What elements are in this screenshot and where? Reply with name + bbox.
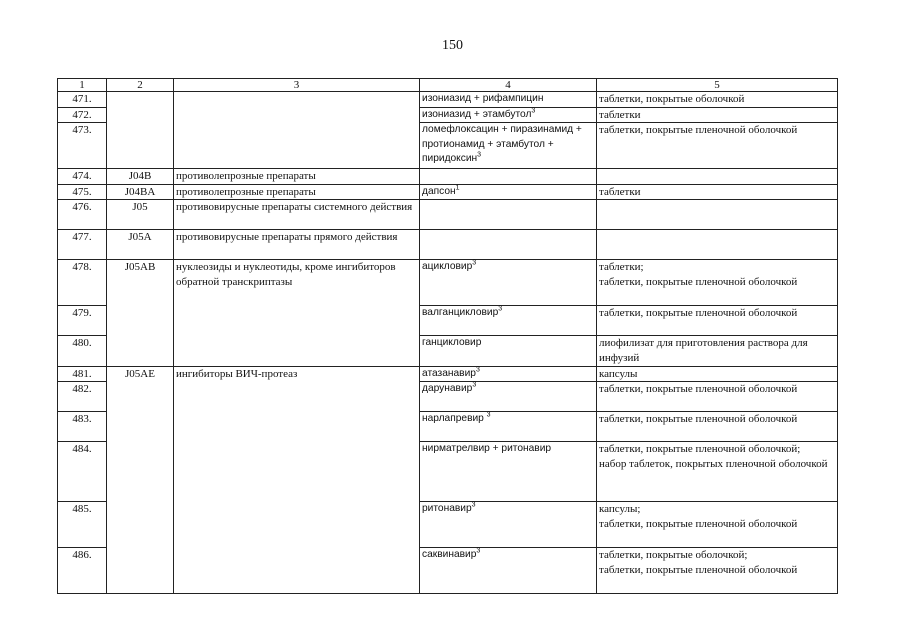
- pharmacological-group: нуклеозиды и нуклеотиды, кроме ингибиторов обратной транскриптазы: [174, 260, 420, 306]
- pharmacological-group: [174, 107, 420, 123]
- drug-name: нирматрелвир + ритонавир: [422, 443, 552, 455]
- header-col-1: 1: [58, 79, 107, 92]
- footnote-marker: 3: [498, 305, 503, 313]
- dosage-form-cell: [597, 442, 838, 502]
- dosage-form-cell: [597, 123, 838, 169]
- table-row: [58, 92, 838, 108]
- footnote-marker: 3: [472, 259, 477, 267]
- pharmacological-group: [174, 412, 420, 442]
- dosage-form: таблетки, покрытые пленочной оболочкой: [599, 124, 798, 137]
- pharmacological-group: противолепрозные препараты: [174, 184, 420, 200]
- atc-code: [107, 502, 174, 548]
- dosage-form: таблетки;: [599, 261, 644, 274]
- drug-name: саквинавир: [422, 549, 477, 561]
- table-row: [58, 107, 838, 123]
- table-row: [58, 442, 838, 502]
- row-number: 471.: [58, 92, 107, 108]
- header-col-2: 2: [107, 79, 174, 92]
- row-number: 484.: [58, 442, 107, 502]
- atc-code: J05A: [107, 230, 174, 260]
- footnote-marker: 3: [477, 151, 482, 159]
- footnote-marker: 3: [475, 366, 480, 374]
- dosage-form: таблетки, покрытые оболочкой;: [599, 549, 748, 562]
- dosage-form: таблетки, покрытые оболочкой: [599, 93, 745, 105]
- row-number: 472.: [58, 107, 107, 123]
- drug-name: ломефлоксацин + пиразинамид + протионамид + этамбутол + пиридоксин: [422, 124, 582, 165]
- atc-code: [107, 336, 174, 366]
- pharmacological-group: [174, 502, 420, 548]
- drug-name-cell: [420, 502, 597, 548]
- atc-code: J05AB: [107, 260, 174, 306]
- footnote-marker: 3: [471, 501, 476, 509]
- table-row: [58, 169, 838, 185]
- pharmacological-group: [174, 442, 420, 502]
- atc-code: J04B: [107, 169, 174, 185]
- drug-list-table: [57, 78, 838, 594]
- pharmacological-group: ингибиторы ВИЧ-протеаз: [174, 366, 420, 382]
- pharmacological-group: [174, 382, 420, 412]
- table-row: [58, 366, 838, 382]
- dosage-form-cell: [597, 200, 838, 230]
- dosage-form-cell: [597, 184, 838, 200]
- footnote-marker: 3: [531, 107, 536, 115]
- drug-name-cell: [420, 92, 597, 108]
- dosage-form: таблетки, покрытые пленочной оболочкой;: [599, 443, 801, 456]
- dosage-form: таблетки, покрытые пленочной оболочкой: [599, 307, 798, 320]
- dosage-form-cell: [597, 92, 838, 108]
- drug-name: дапсон: [422, 185, 456, 197]
- drug-name-cell: [420, 336, 597, 366]
- drug-name: нарлапревир: [422, 413, 487, 425]
- drug-name-cell: [420, 306, 597, 336]
- drug-name-cell: [420, 169, 597, 185]
- row-number: 480.: [58, 336, 107, 366]
- drug-name: ритонавир: [422, 503, 472, 515]
- pharmacological-group: [174, 336, 420, 366]
- footnote-marker: 3: [476, 547, 481, 555]
- row-number: 483.: [58, 412, 107, 442]
- atc-code: [107, 442, 174, 502]
- atc-code: J05AE: [107, 366, 174, 382]
- drug-name-cell: [420, 200, 597, 230]
- dosage-form: лиофилизат для приготовления раствора для инфузий: [599, 337, 808, 364]
- drug-name-cell: [420, 442, 597, 502]
- table-row: [58, 200, 838, 230]
- atc-code: [107, 548, 174, 594]
- drug-name-cell: [420, 184, 597, 200]
- footnote-marker: 3: [486, 411, 491, 419]
- row-number: 482.: [58, 382, 107, 412]
- drug-name: дарунавир: [422, 383, 473, 395]
- atc-code: [107, 123, 174, 169]
- row-number: 478.: [58, 260, 107, 306]
- dosage-form: капсулы;: [599, 503, 641, 516]
- drug-name-cell: [420, 260, 597, 306]
- footnote-marker: 1: [455, 184, 460, 192]
- dosage-form-cell: [597, 336, 838, 366]
- dosage-form-cell: [597, 502, 838, 548]
- dosage-form-cell: [597, 230, 838, 260]
- drug-name-cell: [420, 366, 597, 382]
- table-row: [58, 336, 838, 366]
- footnote-marker: 3: [472, 381, 477, 389]
- drug-name: ацикловир: [422, 261, 473, 273]
- row-number: 473.: [58, 123, 107, 169]
- pharmacological-group: [174, 306, 420, 336]
- table-row: [58, 184, 838, 200]
- pharmacological-group: [174, 123, 420, 169]
- row-number: 477.: [58, 230, 107, 260]
- dosage-form: таблетки, покрытые пленочной оболочкой: [599, 383, 798, 396]
- table-row: [58, 412, 838, 442]
- atc-code: [107, 412, 174, 442]
- dosage-form: капсулы: [599, 367, 638, 380]
- drug-name: изониазид + рифампицин: [422, 93, 544, 104]
- dosage-form-cell: [597, 306, 838, 336]
- row-number: 481.: [58, 366, 107, 382]
- drug-name: атазанавир: [422, 367, 476, 379]
- pharmacological-group: [174, 92, 420, 108]
- row-number: 476.: [58, 200, 107, 230]
- table-row: [58, 230, 838, 260]
- drug-name: изониазид + этамбутол: [422, 108, 532, 120]
- dosage-form: таблетки, покрытые пленочной оболочкой: [599, 413, 798, 426]
- row-number: 474.: [58, 169, 107, 185]
- dosage-form: набор таблеток, покрытых пленочной оболочкой: [599, 457, 828, 470]
- dosage-form: таблетки: [599, 108, 641, 121]
- atc-code: J05: [107, 200, 174, 230]
- row-number: 475.: [58, 184, 107, 200]
- header-col-4: 4: [420, 79, 597, 92]
- row-number: 479.: [58, 306, 107, 336]
- dosage-form-cell: [597, 366, 838, 382]
- table-row: [58, 548, 838, 594]
- table-row: [58, 502, 838, 548]
- pharmacological-group: [174, 548, 420, 594]
- pharmacological-group: противовирусные препараты прямого действия: [174, 230, 420, 260]
- drug-name-cell: [420, 107, 597, 123]
- table-row: [58, 260, 838, 306]
- atc-code: J04BA: [107, 184, 174, 200]
- dosage-form: таблетки, покрытые пленочной оболочкой: [599, 517, 798, 530]
- table-row: [58, 123, 838, 169]
- table-header-row: [58, 79, 838, 92]
- dosage-form: таблетки, покрытые пленочной оболочкой: [599, 563, 798, 576]
- dosage-form-cell: [597, 412, 838, 442]
- table-row: [58, 306, 838, 336]
- drug-name-cell: [420, 382, 597, 412]
- pharmacological-group: противолепрозные препараты: [174, 169, 420, 185]
- page-number: 150: [442, 38, 463, 53]
- row-number: 486.: [58, 548, 107, 594]
- table-row: [58, 382, 838, 412]
- drug-name: валганцикловир: [422, 307, 499, 319]
- atc-code: [107, 382, 174, 412]
- dosage-form-cell: [597, 107, 838, 123]
- header-col-5: 5: [597, 79, 838, 92]
- dosage-form-cell: [597, 169, 838, 185]
- atc-code: [107, 306, 174, 336]
- header-col-3: 3: [174, 79, 420, 92]
- dosage-form-cell: [597, 382, 838, 412]
- atc-code: [107, 107, 174, 123]
- dosage-form-cell: [597, 548, 838, 594]
- dosage-form: таблетки: [599, 185, 641, 198]
- drug-name-cell: [420, 123, 597, 169]
- drug-name: ганцикловир: [422, 337, 482, 349]
- pharmacological-group: противовирусные препараты системного действия: [174, 200, 420, 230]
- dosage-form: таблетки, покрытые пленочной оболочкой: [599, 275, 798, 288]
- dosage-form-cell: [597, 260, 838, 306]
- drug-name-cell: [420, 412, 597, 442]
- drug-name-cell: [420, 230, 597, 260]
- row-number: 485.: [58, 502, 107, 548]
- atc-code: [107, 92, 174, 108]
- drug-name-cell: [420, 548, 597, 594]
